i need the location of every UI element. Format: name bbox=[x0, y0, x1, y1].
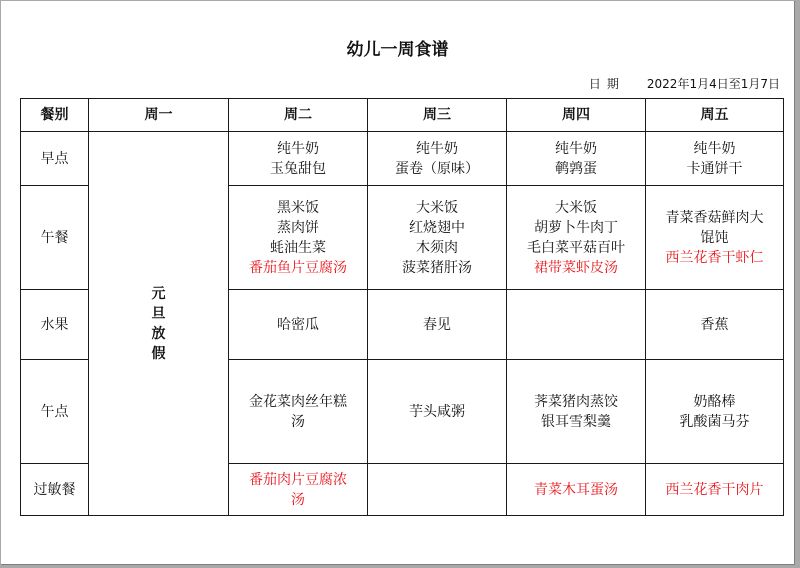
meal-type-label: 过敏餐 bbox=[21, 464, 89, 516]
menu-cell-wednesday bbox=[368, 464, 507, 516]
menu-cell-wednesday bbox=[368, 132, 507, 186]
meal-type-label: 水果 bbox=[21, 290, 89, 360]
weekly-menu-table bbox=[20, 98, 784, 516]
table-row bbox=[21, 132, 784, 186]
menu-cell-tuesday bbox=[229, 360, 368, 464]
dish-item: 番茄鱼片豆腐汤 bbox=[249, 259, 347, 276]
holiday-char: 放 bbox=[151, 325, 166, 342]
date-value: 2022年1月4日至1月7日 bbox=[646, 77, 780, 91]
dish-item: 香蕉 bbox=[700, 316, 729, 333]
menu-cell-wednesday bbox=[368, 290, 507, 360]
dish-item: 荠菜猪肉蒸饺 bbox=[534, 393, 618, 410]
date-label: 日期 bbox=[588, 77, 625, 91]
dish-item: 裙带菜虾皮汤 bbox=[534, 259, 618, 276]
dish-item: 红烧翅中 bbox=[409, 219, 465, 236]
header-meal-type: 餐别 bbox=[21, 99, 89, 132]
dish-item: 汤 bbox=[291, 413, 305, 430]
dish-item: 奶酪棒 bbox=[693, 393, 736, 410]
dish-item: 纯牛奶 bbox=[693, 140, 736, 157]
dish-item: 西兰花香干虾仁 bbox=[665, 249, 764, 266]
dish-item: 番茄肉片豆腐浓 bbox=[249, 471, 347, 488]
dish-item: 鹌鹑蛋 bbox=[555, 160, 597, 177]
dish-item: 馄饨 bbox=[700, 229, 729, 246]
dish-item: 木须肉 bbox=[416, 239, 458, 256]
menu-cell-thursday bbox=[507, 186, 646, 290]
dish-item: 黑米饭 bbox=[277, 199, 319, 216]
dish-item: 菠菜猪肝汤 bbox=[402, 259, 472, 276]
dish-item: 汤 bbox=[291, 491, 305, 508]
menu-cell-friday bbox=[646, 360, 784, 464]
dish-item: 蚝油生菜 bbox=[270, 239, 326, 256]
document-page bbox=[1, 1, 795, 565]
meal-type-label: 午餐 bbox=[21, 186, 89, 290]
menu-cell-thursday bbox=[507, 360, 646, 464]
menu-cell-tuesday bbox=[229, 464, 368, 516]
dish-item: 胡萝卜牛肉丁 bbox=[534, 219, 618, 236]
menu-cell-wednesday bbox=[368, 186, 507, 290]
dish-item: 大米饭 bbox=[555, 199, 597, 216]
dish-item: 青菜香菇鲜肉大 bbox=[665, 209, 764, 226]
dish-item: 芋头咸粥 bbox=[409, 403, 465, 420]
menu-cell-thursday bbox=[507, 290, 646, 360]
menu-cell-friday bbox=[646, 186, 784, 290]
holiday-char: 元 bbox=[151, 285, 166, 302]
dish-item: 乳酸菌马芬 bbox=[679, 413, 750, 430]
dish-item: 纯牛奶 bbox=[555, 140, 597, 157]
dish-item: 毛白菜平菇百叶 bbox=[527, 239, 625, 256]
menu-cell-friday bbox=[646, 290, 784, 360]
menu-cell-tuesday bbox=[229, 290, 368, 360]
menu-cell-thursday bbox=[507, 132, 646, 186]
meal-type-label: 早点 bbox=[21, 132, 89, 186]
dish-item: 青菜木耳蛋汤 bbox=[534, 481, 618, 498]
dish-item: 玉兔甜包 bbox=[270, 160, 326, 177]
dish-item: 银耳雪梨羹 bbox=[541, 413, 611, 430]
date-row bbox=[589, 75, 780, 92]
dish-item: 春见 bbox=[423, 316, 451, 333]
dish-item: 大米饭 bbox=[416, 199, 458, 216]
header-friday: 周五 bbox=[646, 99, 784, 132]
meal-type-label: 午点 bbox=[21, 360, 89, 464]
menu-cell-friday bbox=[646, 132, 784, 186]
menu-cell-tuesday bbox=[229, 186, 368, 290]
header-wednesday: 周三 bbox=[368, 99, 507, 132]
dish-item: 纯牛奶 bbox=[416, 140, 458, 157]
dish-item: 卡通饼干 bbox=[686, 160, 743, 177]
dish-item: 西兰花香干肉片 bbox=[665, 481, 764, 498]
dish-item: 金花菜肉丝年糕 bbox=[249, 393, 347, 410]
monday-holiday-cell bbox=[89, 132, 229, 516]
menu-cell-friday bbox=[646, 464, 784, 516]
dish-item: 蒸肉饼 bbox=[277, 219, 319, 236]
dish-item: 蛋卷（原味） bbox=[395, 160, 479, 177]
holiday-char: 假 bbox=[151, 345, 166, 362]
page-title: 幼儿一周食谱 bbox=[346, 40, 449, 60]
holiday-char: 旦 bbox=[151, 305, 166, 322]
header-thursday: 周四 bbox=[507, 99, 646, 132]
menu-cell-thursday bbox=[507, 464, 646, 516]
header-monday: 周一 bbox=[89, 99, 229, 132]
dish-item: 纯牛奶 bbox=[277, 140, 319, 157]
menu-cell-wednesday bbox=[368, 360, 507, 464]
dish-item: 哈密瓜 bbox=[277, 316, 319, 333]
header-tuesday: 周二 bbox=[229, 99, 368, 132]
menu-cell-tuesday bbox=[229, 132, 368, 186]
header-row bbox=[21, 99, 784, 132]
